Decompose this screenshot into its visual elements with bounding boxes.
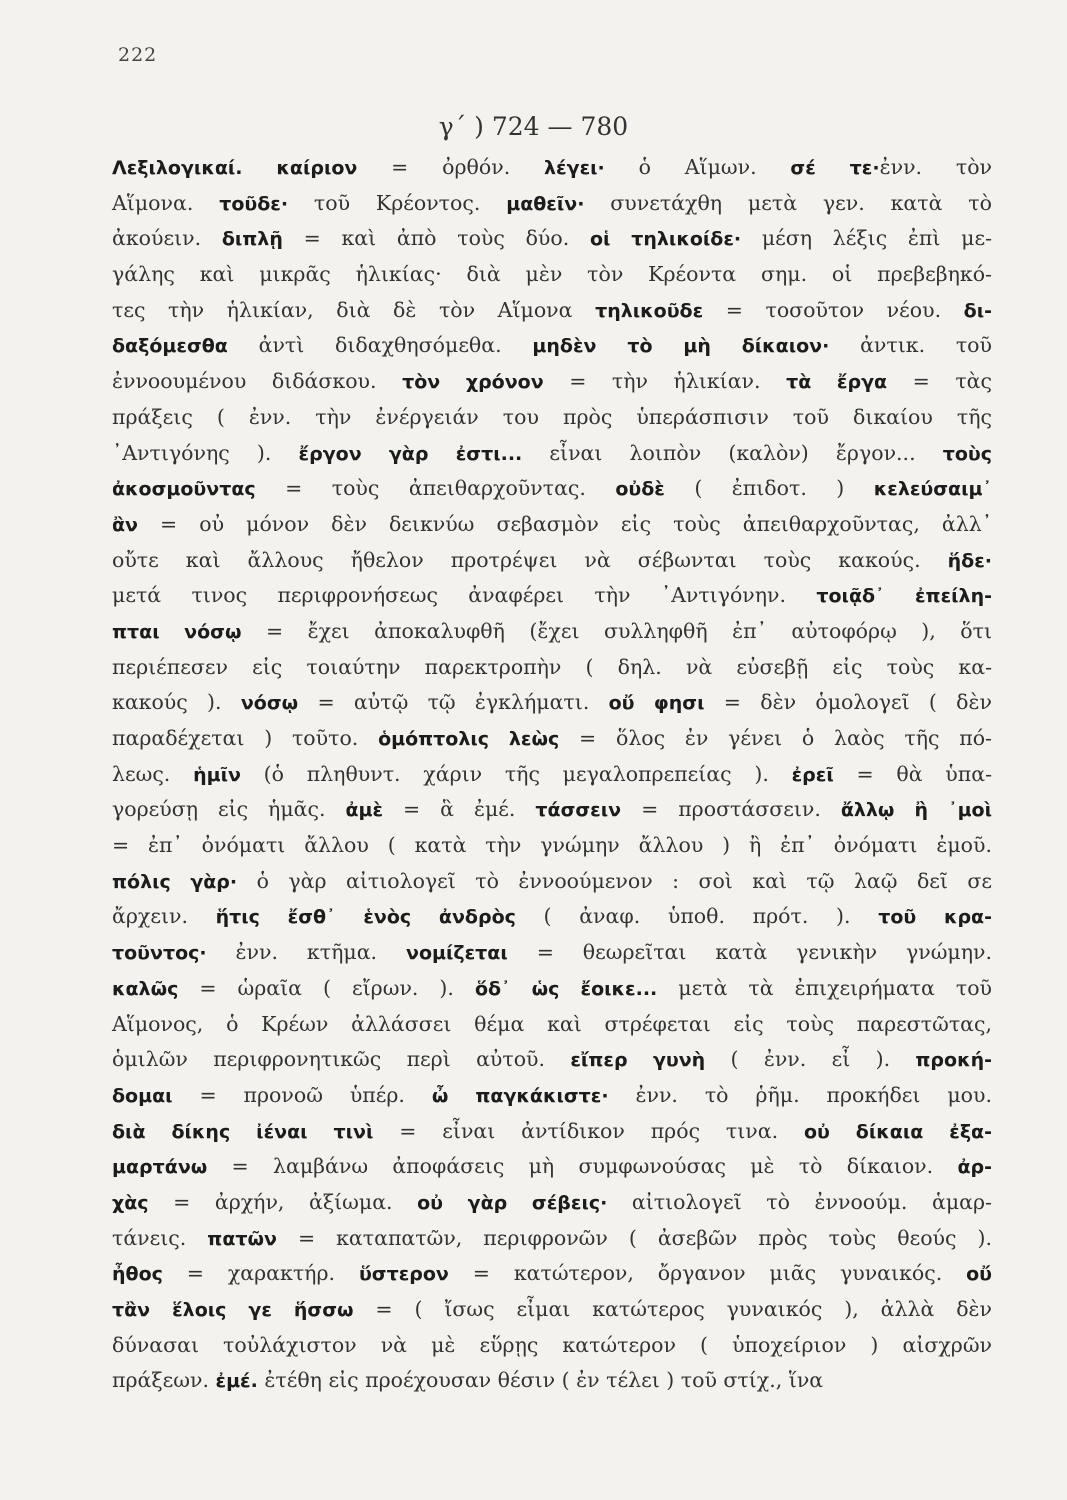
text-line	[112, 828, 992, 864]
gloss-text: ἀκούειν.	[112, 226, 222, 251]
lemma-term: νόσῳ	[240, 692, 299, 715]
text-line	[112, 1149, 992, 1185]
gloss-text: = τοσοῦτον νέου.	[703, 297, 964, 322]
lemma-term: τάσσειν	[535, 799, 622, 822]
gloss-text: ( ἐπιδοτ. )	[664, 476, 874, 501]
text-line	[112, 328, 992, 364]
gloss-text: = θεωρεῖται κατὰ γενικὴν γνώμην.	[507, 940, 993, 965]
gloss-text: = καταπατῶν, περιφρονῶν ( ἀσεβῶν πρὸς τοὺς θεούς ).	[276, 1225, 992, 1250]
text-line	[112, 1114, 992, 1150]
gloss-text: ἐνν. τὸν	[879, 155, 992, 179]
gloss-text: ἐνν. κτῆμα.	[206, 940, 406, 965]
lemma-term: δι-	[963, 299, 992, 322]
text-line	[112, 1256, 992, 1292]
lemma-term: τοῦδε·	[219, 192, 289, 215]
text-line	[112, 1078, 992, 1114]
lemma-term: μαρτάνω	[112, 1156, 208, 1179]
lemma-term: εἴπερ γυνὴ	[570, 1049, 706, 1072]
gloss-text: ᾿Αντιγόνης ).	[112, 440, 299, 465]
gloss-text: = καὶ ἀπὸ τοὺς δύο.	[282, 226, 590, 251]
gloss-text: = ἀρχήν, ἀξίωμα.	[148, 1189, 418, 1214]
lemma-term: ἀρ-	[957, 1156, 992, 1179]
gloss-text: δύνασαι τοὐλάχιστον νὰ μὲ εὕρῃς κατώτερον ( ὑποχείριον ) αἰσχρῶν	[112, 1332, 992, 1357]
lemma-term: ἂν	[112, 513, 138, 536]
lemma-term: μηδὲν τὸ μὴ δίκαιον·	[532, 335, 830, 358]
gloss-text: = ὡραῖα ( εἴρων. ).	[178, 975, 475, 1000]
text-line	[112, 1007, 992, 1043]
text-line	[112, 650, 992, 686]
gloss-text: λεως.	[112, 761, 194, 786]
gloss-text: γορεύσῃ εἰς ἡμᾶς.	[112, 797, 346, 822]
gloss-text: ( ἐνν. εἶ ).	[705, 1047, 916, 1072]
text-line	[112, 400, 992, 436]
gloss-text: = ὀρθόν.	[357, 155, 545, 179]
text-line	[112, 1292, 992, 1328]
gloss-text: = εἶναι ἀντίδικον πρός τινα.	[373, 1118, 804, 1143]
gloss-text: τάνεις.	[112, 1225, 208, 1250]
gloss-text: ἐννοουμένου διδάσκου.	[112, 369, 403, 394]
gloss-text: πράξεων.	[112, 1368, 216, 1393]
lemma-term: οὐ γὰρ σέβεις·	[417, 1191, 608, 1214]
lemma-term: λέγει·	[544, 157, 605, 179]
gloss-text: = ἐπ᾿ ὀνόματι ἄλλου ( κατὰ τὴν γνώμην ἄλλου ) ἢ ἐπ᾿ ὀνόματι ἐμοῦ.	[112, 833, 992, 858]
lemma-term: νομίζεται	[406, 942, 508, 965]
text-line	[112, 614, 992, 650]
gloss-text: = λαμβάνω ἀποφάσεις μὴ συμφωνούσας μὲ τὸ δίκαιον.	[207, 1154, 958, 1179]
lemma-term: ἔργον γὰρ ἐστι...	[298, 442, 523, 465]
gloss-text: μετά τινος περιφρονήσεως ἀναφέρει τὴν ᾿Αντιγόνην.	[112, 583, 817, 608]
lemma-term: ἐρεῖ	[791, 763, 834, 786]
gloss-text: = δὲν ὁμολογεῖ ( δὲν	[704, 690, 992, 715]
gloss-text: ἀντὶ διδαχθησόμεθα.	[227, 333, 533, 358]
lemma-term: ἀκοσμοῦντας	[112, 478, 256, 501]
gloss-text: ὁ γὰρ αἰτιολογεῖ τὸ ἐννοούμενον : σοὶ καὶ τῷ λαῷ δεῖ σε	[237, 868, 992, 893]
lemma-term: οὔ	[966, 1263, 992, 1286]
lemma-term: πόλις γὰρ·	[112, 870, 238, 893]
text-line	[112, 899, 992, 935]
lemma-term: πατῶν	[207, 1227, 277, 1250]
page-number: 222	[118, 44, 158, 66]
gloss-text: = τὰς	[887, 369, 992, 394]
lemma-term: καλῶς	[112, 977, 179, 1000]
lemma-term: χὰς	[112, 1191, 149, 1214]
gloss-text: παραδέχεται ) τοῦτο.	[112, 726, 379, 750]
lemma-term: ἦθος	[112, 1263, 163, 1286]
text-line	[112, 257, 992, 293]
lemma-term: οὐδὲ	[615, 478, 665, 501]
text-line	[112, 864, 992, 900]
lemma-term: δαξόμεσθα	[112, 335, 228, 358]
gloss-text: Αἵμονα.	[112, 190, 220, 215]
text-line	[112, 1328, 992, 1364]
lemma-term: τὰ ἔργα	[786, 371, 888, 394]
lemma-term: τοὺς	[942, 442, 993, 465]
gloss-text: ἐτέθη εἰς προέχουσαν θέσιν ( ἐν τέλει ) τοῦ στίχ., ἵνα	[257, 1368, 824, 1393]
gloss-text: αἰτιολογεῖ τὸ ἐννοούμ. ἁμαρ-	[607, 1189, 992, 1214]
text-line	[112, 293, 992, 329]
gloss-text: ὁμιλῶν περιφρονητικῶς περὶ αὐτοῦ.	[112, 1047, 571, 1072]
text-line	[112, 1363, 992, 1399]
lemma-term: διὰ δίκης ἰέναι τινὶ	[112, 1120, 374, 1143]
text-line	[112, 364, 992, 400]
gloss-text: = ἃ ἐμέ.	[383, 797, 536, 822]
lemma-term: τἂν ἕλοις γε ἥσσω	[112, 1299, 354, 1321]
lemma-term: προκή-	[915, 1049, 992, 1072]
gloss-text: ἄρχειν.	[112, 904, 216, 929]
gloss-text: = προνοῶ ὑπέρ.	[172, 1082, 432, 1107]
gloss-text: = κατώτερον, ὄργανον μιᾶς γυναικός.	[448, 1261, 967, 1286]
gloss-text: = θὰ ὑπα-	[833, 761, 993, 786]
lemma-term: ἐμέ.	[215, 1370, 258, 1393]
text-line	[112, 685, 992, 721]
gloss-text: = αὐτῷ τῷ ἐγκλήματι.	[298, 690, 609, 715]
gloss-text: τοῦ Κρέοντος.	[288, 190, 507, 215]
gloss-text: οὔτε καὶ ἄλλους ἤθελον προτρέψει νὰ σέβωνται τοὺς κακούς.	[112, 547, 948, 572]
gloss-text: μετὰ τὰ ἐπιχειρήματα τοῦ	[657, 975, 993, 1000]
lemma-term: οὐ δίκαια ἐξα-	[803, 1120, 992, 1143]
text-line	[112, 971, 992, 1007]
lemma-term: οὔ φησι	[608, 692, 705, 715]
lemma-term: ἀμὲ	[345, 799, 384, 822]
lemma-term: πται νόσῳ	[112, 620, 242, 643]
lemma-term: ἥδε·	[947, 549, 992, 572]
gloss-text: ὁ Αἵμων.	[604, 155, 791, 179]
lemma-term: δομαι	[112, 1084, 173, 1107]
text-line	[112, 1185, 992, 1221]
text-line	[112, 721, 992, 757]
gloss-text: = τὴν ἡλικίαν.	[543, 369, 787, 394]
lemma-term: τὸν χρόνον	[402, 371, 544, 394]
gloss-text: κακούς ).	[112, 690, 241, 715]
lemma-term: τηλικοῦδε	[595, 299, 704, 322]
text-line	[112, 221, 992, 257]
text-line	[112, 471, 992, 507]
gloss-text: = τοὺς ἀπειθαρχοῦντας.	[255, 476, 616, 501]
text-line	[112, 436, 992, 472]
text-line	[112, 150, 992, 186]
gloss-text: = ὅλος ἐν γένει ὁ λαὸς τῆς πό-	[559, 726, 992, 750]
text-line	[112, 792, 992, 828]
lemma-term: οἱ τηλικοίδε·	[589, 228, 742, 251]
text-line	[112, 186, 992, 222]
gloss-text: = χαρακτήρ.	[162, 1261, 359, 1286]
gloss-text: ἀντικ. τοῦ	[829, 333, 992, 358]
text-line	[112, 757, 992, 793]
lemma-term: Λεξιλογικαί. καίριον	[112, 157, 358, 179]
lemma-term: ἥτις ἔσθ᾿ ἑνὸς ἀνδρὸς	[215, 906, 516, 929]
gloss-text: εἶναι λοιπὸν (καλὸν) ἔργον...	[522, 440, 943, 465]
commentary-body	[112, 150, 992, 1399]
lemma-term: ἄλλῳ ἢ ᾿μοὶ	[840, 799, 993, 822]
gloss-text: πράξεις ( ἐνν. τὴν ἐνέργειάν του πρὸς ὑπεράσπισιν τοῦ δικαίου τῆς	[112, 404, 992, 429]
section-heading: γ΄ ) 724 — 780	[438, 112, 629, 141]
gloss-text: γάλης καὶ μικρᾶς ἡλικίας· διὰ μὲν τὸν Κρέοντα σημ. οἱ πρεβεβηκό-	[112, 262, 992, 287]
gloss-text: = ( ἴσως εἶμαι κατώτερος γυναικός ), ἀλλὰ δὲν	[353, 1297, 992, 1321]
lemma-term: κελεύσαιμ᾿	[873, 478, 992, 501]
lemma-term: ὦ παγκάκιστε·	[431, 1084, 609, 1107]
lemma-term: ὅδ᾿ ὡς ἔοικε...	[474, 977, 658, 1000]
gloss-text: = οὐ μόνον δὲν δεικνύω σεβασμὸν εἰς τοὺς ἀπειθαρχοῦντας, ἀλλ᾿	[138, 511, 992, 536]
gloss-text: Αἵμονος, ὁ Κρέων ἀλλάσσει θέμα καὶ στρέφεται εἰς τοὺς παρεστῶτας,	[112, 1011, 992, 1036]
gloss-text: συνετάχθη μετὰ γεν. κατὰ τὸ	[584, 190, 992, 215]
text-line	[112, 578, 992, 614]
text-line	[112, 1042, 992, 1078]
lemma-term: μαθεῖν·	[506, 192, 585, 215]
lemma-term: σέ τε·	[790, 157, 880, 179]
lemma-term: ἡμῖν	[193, 763, 241, 786]
gloss-text: = προστάσσειν.	[621, 797, 841, 822]
gloss-text: (ὁ πληθυντ. χάριν τῆς μεγαλοπρεπείας ).	[240, 761, 792, 786]
gloss-text: μέση λέξις ἐπὶ με-	[741, 226, 993, 251]
gloss-text: ( ἀναφ. ὑποθ. πρότ. ).	[515, 904, 879, 929]
gloss-text: τες τὴν ἡλικίαν, διὰ δὲ τὸν Αἵμονα	[112, 297, 596, 322]
gloss-text: = ἔχει ἀποκαλυφθῆ (ἔχει συλληφθῆ ἐπ᾿ αὐτοφόρῳ ), ὅτι	[241, 618, 992, 643]
gloss-text: ἐνν. τὸ ῥῆμ. προκήδει μου.	[608, 1082, 992, 1107]
lemma-term: τοῦ κρα-	[878, 906, 992, 929]
lemma-term: ὁμόπτολις λεὼς	[378, 728, 560, 750]
lemma-term: τοῦντος·	[112, 942, 207, 965]
lemma-term: ὕστερον	[358, 1263, 449, 1286]
text-line	[112, 935, 992, 971]
text-line	[112, 543, 992, 579]
lemma-term: διπλῇ	[221, 228, 283, 251]
gloss-text: περιέπεσεν εἰς τοιαύτην παρεκτροπὴν ( δηλ. νὰ εὐσεβῇ εἰς τοὺς κα-	[112, 654, 992, 679]
lemma-term: τοιᾷδ᾿ ἐπείλη-	[816, 585, 992, 608]
text-line	[112, 507, 992, 543]
text-line	[112, 1221, 992, 1257]
